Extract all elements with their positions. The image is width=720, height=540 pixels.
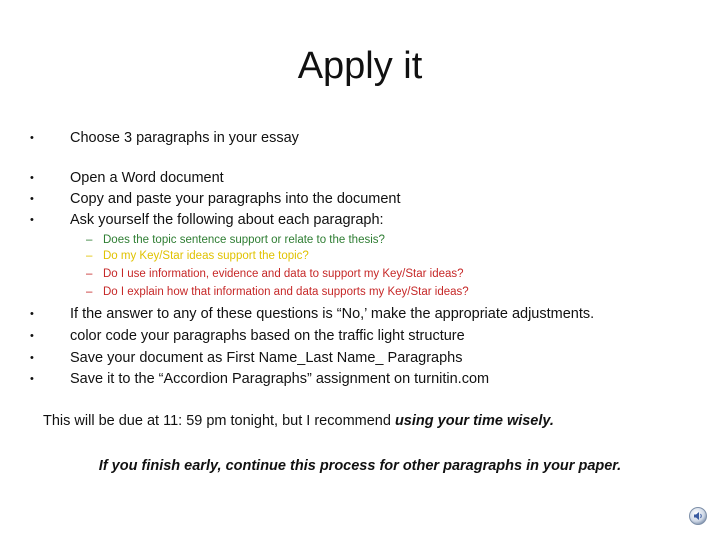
list-item: color code your paragraphs based on the traffic light structure <box>70 328 465 344</box>
bullet-marker: • <box>30 330 34 342</box>
due-date-text: This will be due at 11: 59 pm tonight, but I recommend <box>43 413 395 429</box>
closing-note: If you finish early, continue this process for other paragraphs in your paper. <box>98 458 622 474</box>
speaker-button[interactable] <box>688 506 708 526</box>
bullet-marker: • <box>30 193 34 205</box>
list-item: Choose 3 paragraphs in your essay <box>70 130 299 146</box>
dash-marker: – <box>86 268 93 280</box>
list-item: Save your document as First Name_Last Name_ Paragraphs <box>70 350 463 366</box>
bullet-marker: • <box>30 214 34 226</box>
list-item: Save it to the “Accordion Paragraphs” assignment on turnitin.com <box>70 371 490 387</box>
due-date-emphasis: using your time wisely. <box>394 413 554 429</box>
dash-marker: – <box>86 286 93 298</box>
bullet-marker: • <box>30 172 34 184</box>
bullet-marker: • <box>30 308 34 320</box>
question-item-red: Do I explain how that information and data supports my Key/Star ideas? <box>103 286 469 298</box>
bullet-marker: • <box>30 132 34 144</box>
due-date-note <box>43 410 554 432</box>
list-item: Open a Word document <box>70 170 224 186</box>
question-item-yellow: Do my Key/Star ideas support the topic? <box>103 250 309 262</box>
list-item: If the answer to any of these questions is “No,’ make the appropriate adjustments. <box>70 306 595 322</box>
dash-marker: – <box>86 234 93 246</box>
question-item-green: Does the topic sentence support or relate to the thesis? <box>103 234 385 246</box>
slide-title: Apply it <box>297 45 423 87</box>
dash-marker: – <box>86 250 93 262</box>
question-item-red: Do I use information, evidence and data to support my Key/Star ideas? <box>103 268 464 280</box>
list-item: Ask yourself the following about each paragraph: <box>70 212 384 228</box>
speaker-icon <box>688 506 708 526</box>
list-item: Copy and paste your paragraphs into the document <box>70 191 401 207</box>
bullet-marker: • <box>30 352 34 364</box>
bullet-marker: • <box>30 373 34 385</box>
